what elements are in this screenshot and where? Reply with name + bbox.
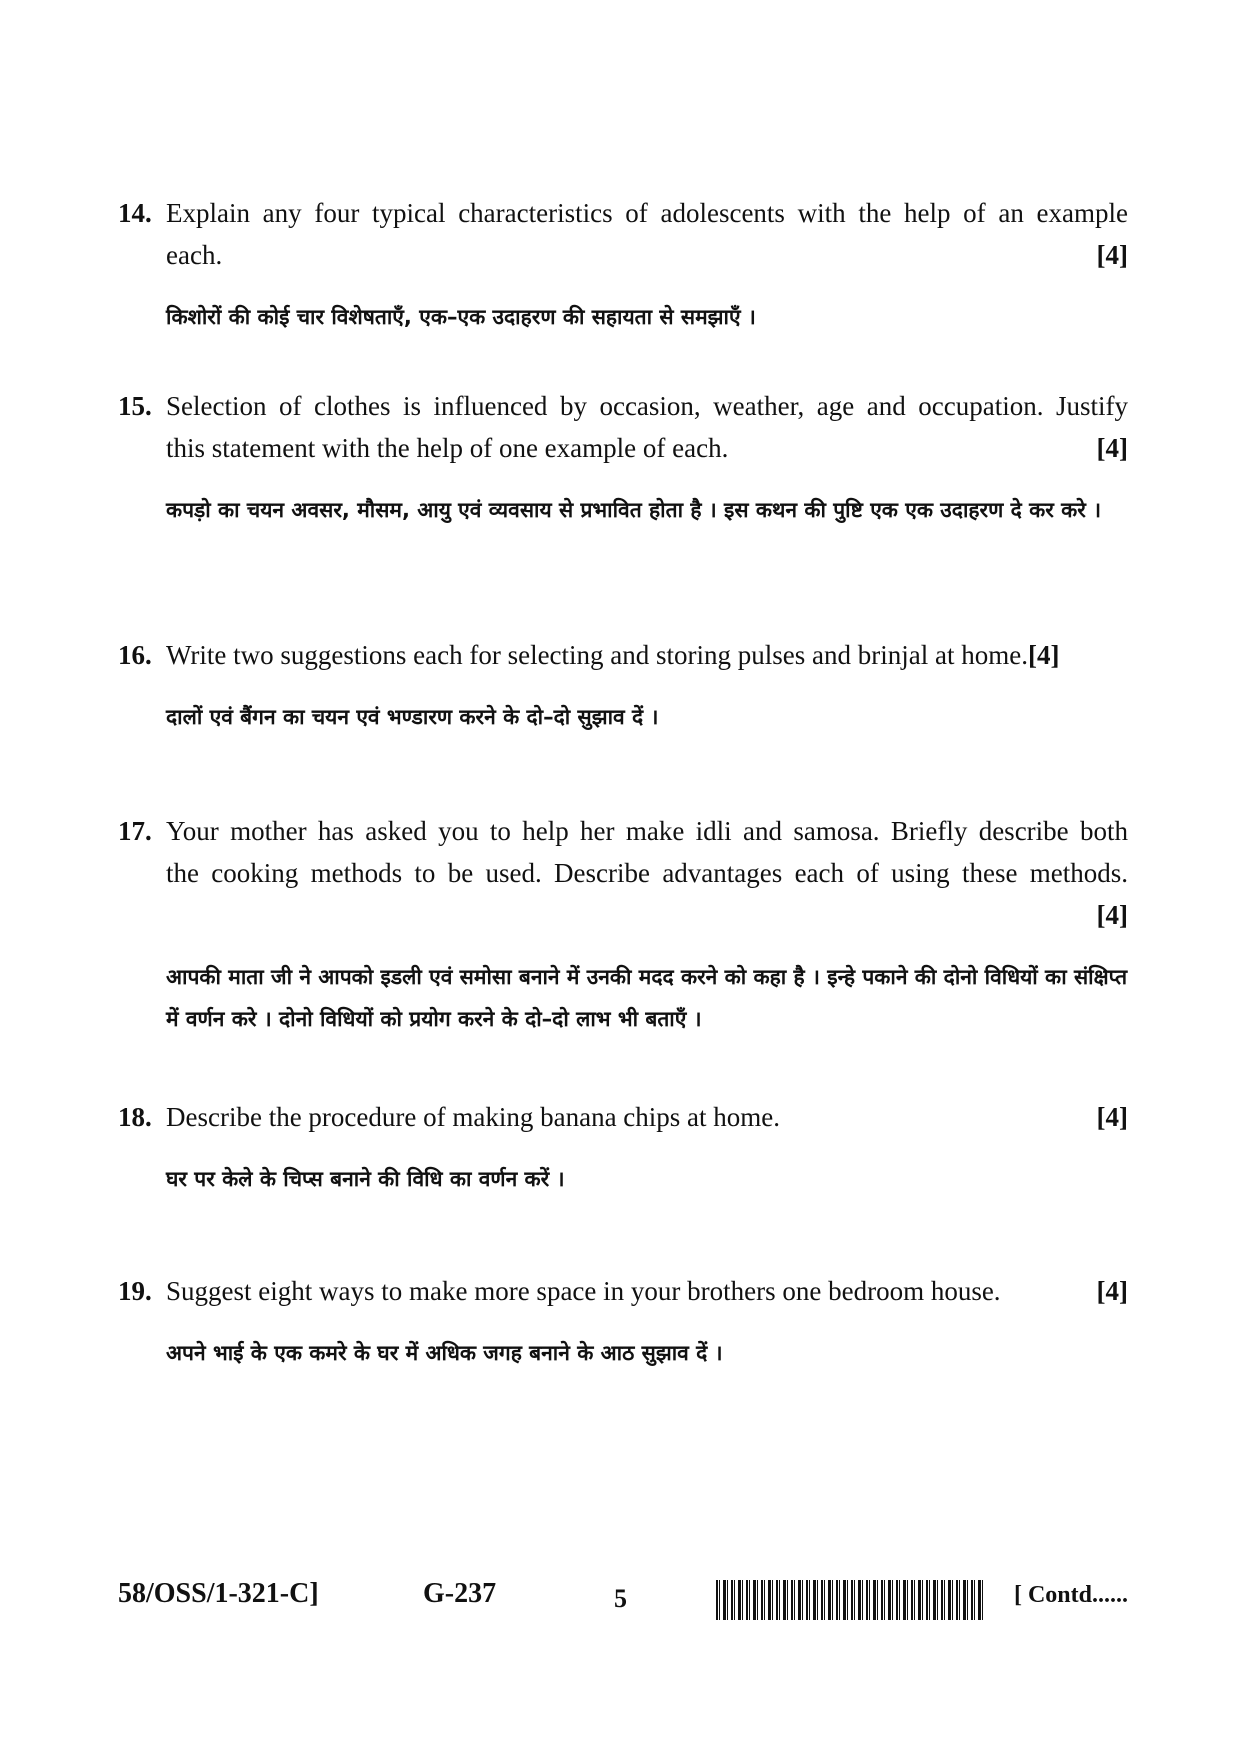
barcode-image xyxy=(716,1580,986,1620)
paper-code: 58/OSS/1-321-C] xyxy=(118,1578,319,1609)
question-18-english xyxy=(118,1096,1128,1138)
question-19-english xyxy=(118,1270,1128,1312)
question-text-line: Your mother has asked you to help her make idli and samosa. Briefly describe both xyxy=(166,816,1128,846)
question-19-hindi: अपने भाई के एक कमरे के घर में अधिक जगह बनाने के आठ सुझाव दें । xyxy=(166,1341,723,1365)
question-text-line: the cooking methods to be used. Describe advantages each of using these methods. xyxy=(166,858,1128,888)
question-number: 18. xyxy=(118,1102,152,1132)
question-number: 19. xyxy=(118,1276,152,1306)
question-number: 15. xyxy=(118,391,152,421)
question-number: 16. xyxy=(118,640,152,670)
question-number: 14. xyxy=(118,198,152,228)
question-text-line: this statement with the help of one example of each. xyxy=(166,433,729,463)
question-15-hindi: कपड़ो का चयन अवसर, मौसम, आयु एवं व्यवसाय से प्रभावित होता है । इस कथन की पुष्टि एक एक उदाहरण दे कर करे । xyxy=(166,498,1102,522)
question-text-line: Selection of clothes is influenced by occasion, weather, age and occupation. Justify xyxy=(166,391,1128,421)
page-number: 5 xyxy=(614,1584,627,1613)
question-14-hindi: किशोरों की कोई चार विशेषताएँ, एक–एक उदाहरण की सहायता से समझाएँ । xyxy=(166,305,756,329)
question-15 xyxy=(118,385,1128,531)
question-text-line: Explain any four typical characteristics of adolescents with the help of an example xyxy=(166,198,1128,228)
question-17-hindi: आपकी माता जी ने आपको इडली एवं समोसा बनाने में उनकी मदद करने को कहा है । इन्हे पकाने की दोनो विधियों का संक्षिप्त में वर्णन करे । दोनो विधियों को प्रयोग करने के दो–दो लाभ भी बताएँ । xyxy=(166,965,1128,1031)
question-text-line: Suggest eight ways to make more space in your brothers one bedroom house. xyxy=(166,1276,1001,1306)
question-17-english xyxy=(118,810,1128,936)
question-14-english xyxy=(118,192,1128,276)
question-15-english xyxy=(118,385,1128,469)
question-text-line: each. xyxy=(166,240,223,270)
marks-label: [4] xyxy=(1096,900,1128,930)
question-text-line: Describe the procedure of making banana chips at home. xyxy=(166,1102,781,1132)
question-text-line: Write two suggestions each for selecting and storing pulses and brinjal at home. xyxy=(166,640,1028,670)
question-number: 17. xyxy=(118,816,152,846)
question-19 xyxy=(118,1270,1128,1374)
question-14 xyxy=(118,192,1128,338)
question-16-hindi: दालों एवं बैंगन का चयन एवं भण्डारण करने के दो–दो सुझाव दें । xyxy=(166,705,659,729)
paper-set: G-237 xyxy=(423,1578,497,1609)
question-16-english xyxy=(118,634,1128,676)
question-16 xyxy=(118,634,1128,738)
question-18-hindi: घर पर केले के चिप्स बनाने की विधि का वर्णन करें । xyxy=(166,1167,565,1191)
marks-label: [4] xyxy=(1096,240,1128,270)
question-17 xyxy=(118,810,1128,1040)
question-18 xyxy=(118,1096,1128,1200)
marks-label: [4] xyxy=(1027,640,1060,670)
marks-label: [4] xyxy=(1096,433,1128,463)
continued-label: [ Contd...... xyxy=(1013,1582,1128,1608)
marks-label: [4] xyxy=(1096,1276,1128,1306)
marks-label: [4] xyxy=(1096,1102,1128,1132)
page-footer xyxy=(118,1578,1128,1628)
